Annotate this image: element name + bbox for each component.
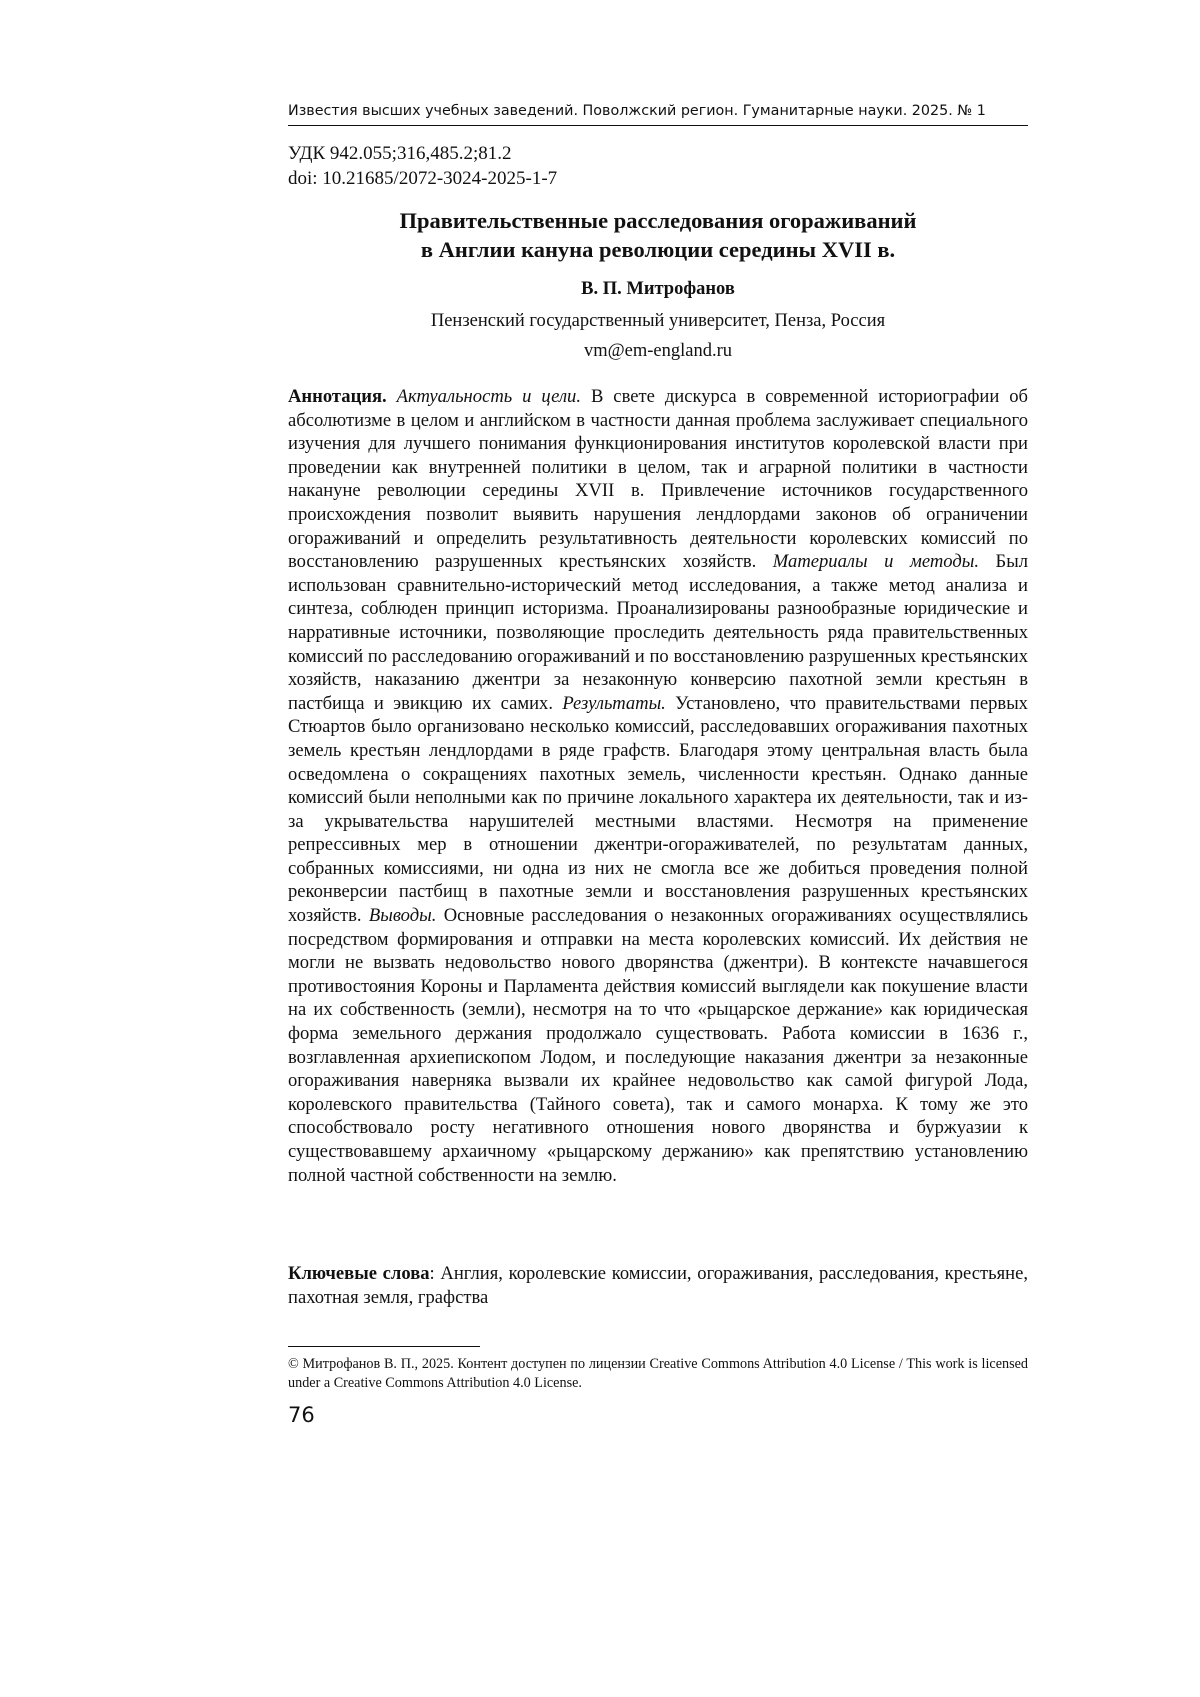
article-title-line-2: в Англии кануна революции середины XVII в.	[420, 237, 896, 262]
keywords	[288, 1262, 1028, 1309]
license-footnote: © Митрофанов В. П., 2025. Контент доступен по лицензии Creative Commons Attribution 4.0 License / This work is licensed under a Creative Commons Attribution 4.0 License.	[288, 1356, 1028, 1391]
abstract-label: Аннотация.	[288, 386, 387, 407]
keywords-text: : Англия, королевские комиссии, огораживания, расследования, крестьяне, пахотная земля, графства	[288, 1263, 1028, 1308]
abstract-results-heading: Результаты.	[562, 692, 666, 714]
abstract-methods-text: Был использован сравнительно-исторический метод исследования, а также метод анализа и синтеза, соблюден принцип историзма. Проанализированы разнообразные юридические и нарративные источники, позволяющие проследить деятельность ряда правительственных комиссий по расследованию огораживаний и по восстановлению разрушенных крестьянских хозяйств, наказанию джентри за незаконную конверсию пахотной земли крестьян в пастбища и эвикцию их самих.	[288, 551, 1028, 714]
page-number: 76	[288, 1403, 315, 1427]
abstract-methods-heading: Материалы и методы.	[772, 551, 979, 573]
author-name: В. П. Митрофанов	[581, 279, 735, 299]
article-title-line-1: Правительственные расследования огораживаний	[399, 208, 917, 233]
udk-code: УДК 942.055;316,485.2;81.2	[288, 143, 512, 164]
abstract-relevance-text: В свете дискурса в современной историографии об абсолютизме в целом и английском в частности данная проблема заслуживает специального изучения для лучшего понимания функционирования институтов королевской власти при проведении как внутренней политики в целом, так и аграрной политики в частности накануне революции середины XVII в. Привлечение источников государственного происхождения позволит выявить нарушения лендлордами законов об ограничении огораживаний и определить результативность деятельности королевских комиссий по восстановлению разрушенных крестьянских хозяйств.	[288, 386, 1028, 573]
abstract-relevance-heading: Актуальность и цели.	[396, 386, 582, 407]
journal-running-header: Известия высших учебных заведений. Поволжский регион. Гуманитарные науки. 2025. № 1	[288, 103, 986, 119]
author-affiliation: Пензенский государственный университет, Пенза, Россия	[430, 311, 886, 331]
article-title	[288, 206, 1028, 264]
abstract-results-text: Установлено, что правительствами первых Стюартов было организовано несколько комиссий, расследовавших огораживания пахотных земель крестьян лендлордами в ряде графств. Благодаря этому центральная власть была осведомлена о сокращениях пахотных земель, численности крестьян. Однако данные комиссий были неполными как по причине локального характера их деятельности, так и из-за укрывательства нарушителей местными властями. Несмотря на применение репрессивных мер в отношении джентри-огораживателей, по результатам данных, собранных комиссиями, ни одна из них не смогла все же добиться проведения полной реконверсии пастбищ в пахотные земли и восстановления разрушенных крестьянских хозяйств.	[288, 692, 1028, 927]
header-divider	[288, 125, 1028, 126]
keywords-label: Ключевые слова	[288, 1263, 430, 1284]
author-email: vm@em-england.ru	[583, 341, 733, 361]
abstract	[288, 385, 1028, 1187]
abstract-conclusions-text: Основные расследования о незаконных огораживаниях осуществлялись посредством формирования и отправки на места королевских комиссий. Их действия не могли не вызвать недовольство нового дворянства (джентри). В контексте начавшегося противостояния Короны и Парламента действия комиссий выглядели как покушение власти на их собственность (земли), несмотря на то что «рыцарское держание» как юридическая форма земельного держания продолжало существовать. Работа комиссии в 1636 г., возглавленная архиепископом Лодом, и последующие наказания джентри за незаконные огораживания наверняка вызвали их крайнее недовольство как самой фигурой Лода, королевского правительства (Тайного совета), так и самого монарха. К тому же это способствовало росту негативного отношения нового дворянства и буржуазии к существовавшему архаичному «рыцарскому держанию» как препятствию установлению полной частной собственности на землю.	[288, 905, 1028, 1186]
doi-identifier: doi: 10.21685/2072-3024-2025-1-7	[288, 168, 558, 189]
footnote-divider	[288, 1346, 480, 1347]
abstract-conclusions-heading: Выводы.	[368, 905, 437, 927]
